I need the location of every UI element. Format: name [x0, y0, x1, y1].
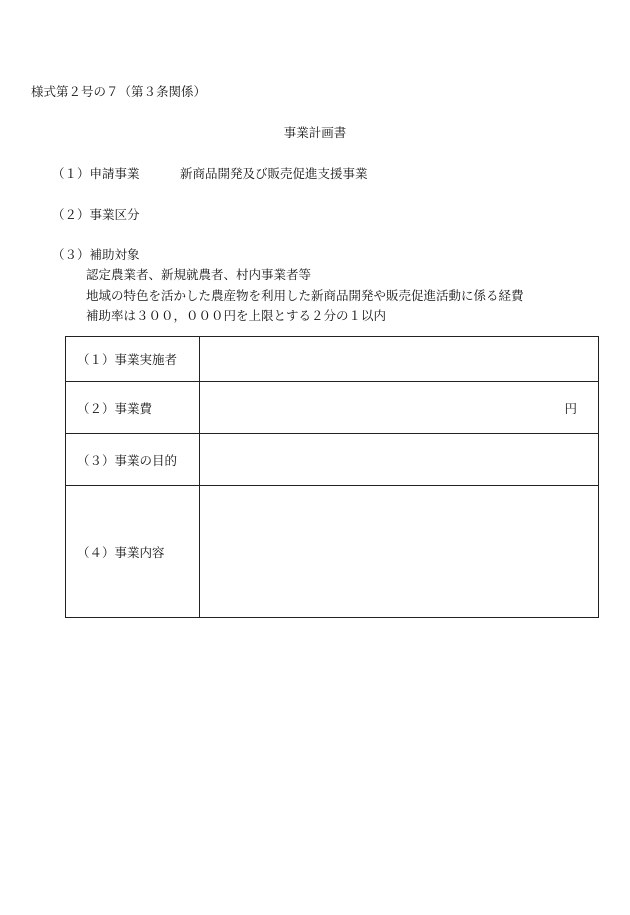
document-title: 事業計画書 — [283, 125, 347, 140]
project-plan-table — [65, 336, 599, 618]
project-content-field[interactable] — [200, 486, 599, 618]
application-project-value: 新商品開発及び販売促進支援事業 — [180, 166, 368, 181]
table-row — [66, 337, 599, 382]
subsidy-target-rate: 補助率は３００，０００円を上限とする２分の１以内 — [86, 308, 387, 323]
project-cost-field[interactable] — [200, 382, 599, 434]
subsidy-target-eligible: 認定農業者、新規就農者、村内事業者等 — [86, 267, 312, 282]
implementer-field[interactable] — [200, 337, 599, 382]
table-row — [66, 486, 599, 618]
project-purpose-field[interactable] — [200, 434, 599, 486]
table-row — [66, 434, 599, 486]
project-cost-label: （２）事業費 — [66, 382, 200, 434]
table-row — [66, 382, 599, 434]
application-project-label: （１）申請事業 — [52, 166, 140, 181]
implementer-label: （１）事業実施者 — [66, 337, 200, 382]
subsidy-target-expenses: 地域の特色を活かした農産物を利用した新商品開発や販売促進活動に係る経費 — [86, 288, 524, 303]
form-number: 様式第２号の７（第３条関係） — [31, 84, 207, 99]
project-content-label: （４）事業内容 — [66, 486, 200, 618]
project-category-label: （２）事業区分 — [52, 207, 140, 222]
project-purpose-label: （３）事業の目的 — [66, 434, 200, 486]
subsidy-target-label: （３）補助対象 — [52, 247, 140, 262]
yen-unit: 円 — [564, 400, 577, 416]
